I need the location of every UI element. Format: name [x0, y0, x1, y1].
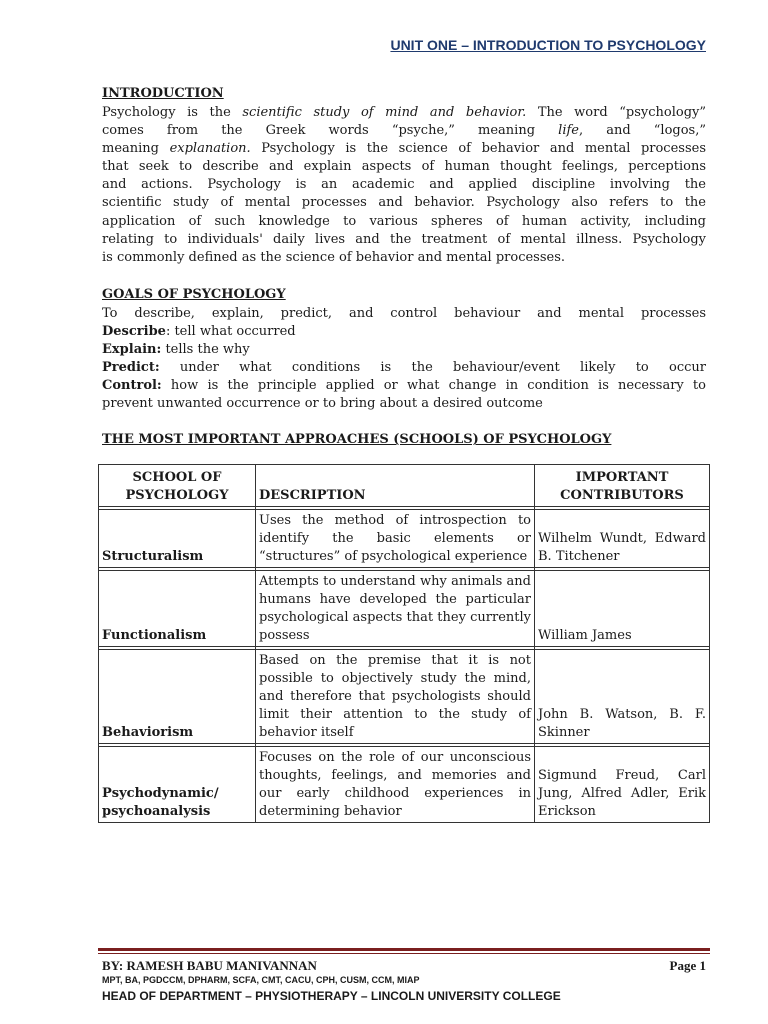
- table-row: [99, 650, 710, 744]
- footer-author: BY: RAMESH BABU MANIVANNAN: [102, 958, 317, 973]
- footer-credentials: MPT, BA, PGDCCM, DPHARM, SCFA, CMT, CACU, CPH, CUSM, CCM, MIAP: [102, 975, 420, 985]
- intro-line-9: is commonly defined as the science of behavior and mental processes.: [102, 249, 566, 265]
- intro-line-5: and actions. Psychology is an academic and applied discipline involving the: [102, 177, 706, 193]
- schools-table: [98, 464, 710, 823]
- school-contributors: William James: [535, 571, 710, 647]
- goal-item: Control: how is the principle applied or what change in condition is necessary to: [102, 378, 706, 394]
- goals-list: [102, 305, 706, 414]
- school-description: Based on the premise that it is not possible to objectively study the mind, and therefore that psychologists should limit their attention to the study of behavior itself: [256, 650, 535, 744]
- column-header-school: SCHOOL OF PSYCHOLOGY: [99, 465, 256, 507]
- schools-heading: THE MOST IMPORTANT APPROACHES (SCHOOLS) OF PSYCHOLOGY: [102, 432, 612, 447]
- intro-line-4: that seek to describe and explain aspects of human thought feelings, perceptions: [102, 159, 706, 175]
- school-name: Structuralism: [99, 510, 256, 568]
- table-header-row: [99, 465, 710, 507]
- table-row: [99, 747, 710, 823]
- school-contributors: Wilhelm Wundt, Edward B. Titchener: [535, 510, 710, 568]
- page-number: Page 1: [669, 958, 706, 973]
- footer-divider-thin: [98, 953, 710, 954]
- introduction-paragraph: [102, 104, 706, 267]
- intro-line-8: relating to individuals' daily lives and the treatment of mental illness. Psychology: [102, 231, 706, 247]
- school-description: Focuses on the role of our unconscious thoughts, feelings, and memories and our early childhood experiences in determining behavior: [256, 747, 535, 823]
- school-name: Functionalism: [99, 571, 256, 647]
- goals-heading: GOALS OF PSYCHOLOGY: [102, 287, 286, 302]
- footer-divider: [98, 948, 710, 951]
- footer-department: HEAD OF DEPARTMENT – PHYSIOTHERAPY – LINCOLN UNIVERSITY COLLEGE: [102, 989, 561, 1003]
- intro-line-3: meaning explanation. Psychology is the science of behavior and mental processes: [102, 141, 706, 157]
- school-description: Attempts to understand why animals and humans have developed the particular psychological aspects that they currently possess: [256, 571, 535, 647]
- intro-line-1: Psychology is the scientific study of mind and behavior. The word “psychology”: [102, 105, 707, 120]
- goal-continuation: prevent unwanted occurrence or to bring about a desired outcome: [102, 396, 543, 412]
- school-contributors: Sigmund Freud, Carl Jung, Alfred Adler, Erik Erickson: [535, 747, 710, 823]
- column-header-contributors: IMPORTANT CONTRIBUTORS: [535, 465, 710, 507]
- intro-line-2: comes from the Greek words “psyche,” meaning life, and “logos,”: [102, 123, 707, 139]
- goal-item: Describe: tell what occurred: [102, 324, 296, 340]
- introduction-heading: INTRODUCTION: [102, 86, 224, 101]
- intro-line-6: scientific study of mental processes and behavior. Psychology also refers to the: [102, 195, 706, 211]
- unit-title: UNIT ONE – INTRODUCTION TO PSYCHOLOGY: [390, 37, 706, 53]
- school-contributors: John B. Watson, B. F. Skinner: [535, 650, 710, 744]
- school-description: Uses the method of introspection to identify the basic elements or “structures” of psychological experience: [256, 510, 535, 568]
- goal-item: Predict: under what conditions is the behaviour/event likely to occur: [102, 360, 706, 376]
- table-row: [99, 510, 710, 568]
- intro-line-7: application of such knowledge to various spheres of human activity, including: [102, 213, 706, 229]
- school-name: Psychodynamic/ psychoanalysis: [99, 747, 256, 823]
- goals-summary: To describe, explain, predict, and control behaviour and mental processes: [102, 306, 706, 321]
- goal-item: Explain: tells the why: [102, 342, 250, 358]
- column-header-description: DESCRIPTION: [256, 465, 535, 507]
- table-row: [99, 571, 710, 647]
- school-name: Behaviorism: [99, 650, 256, 744]
